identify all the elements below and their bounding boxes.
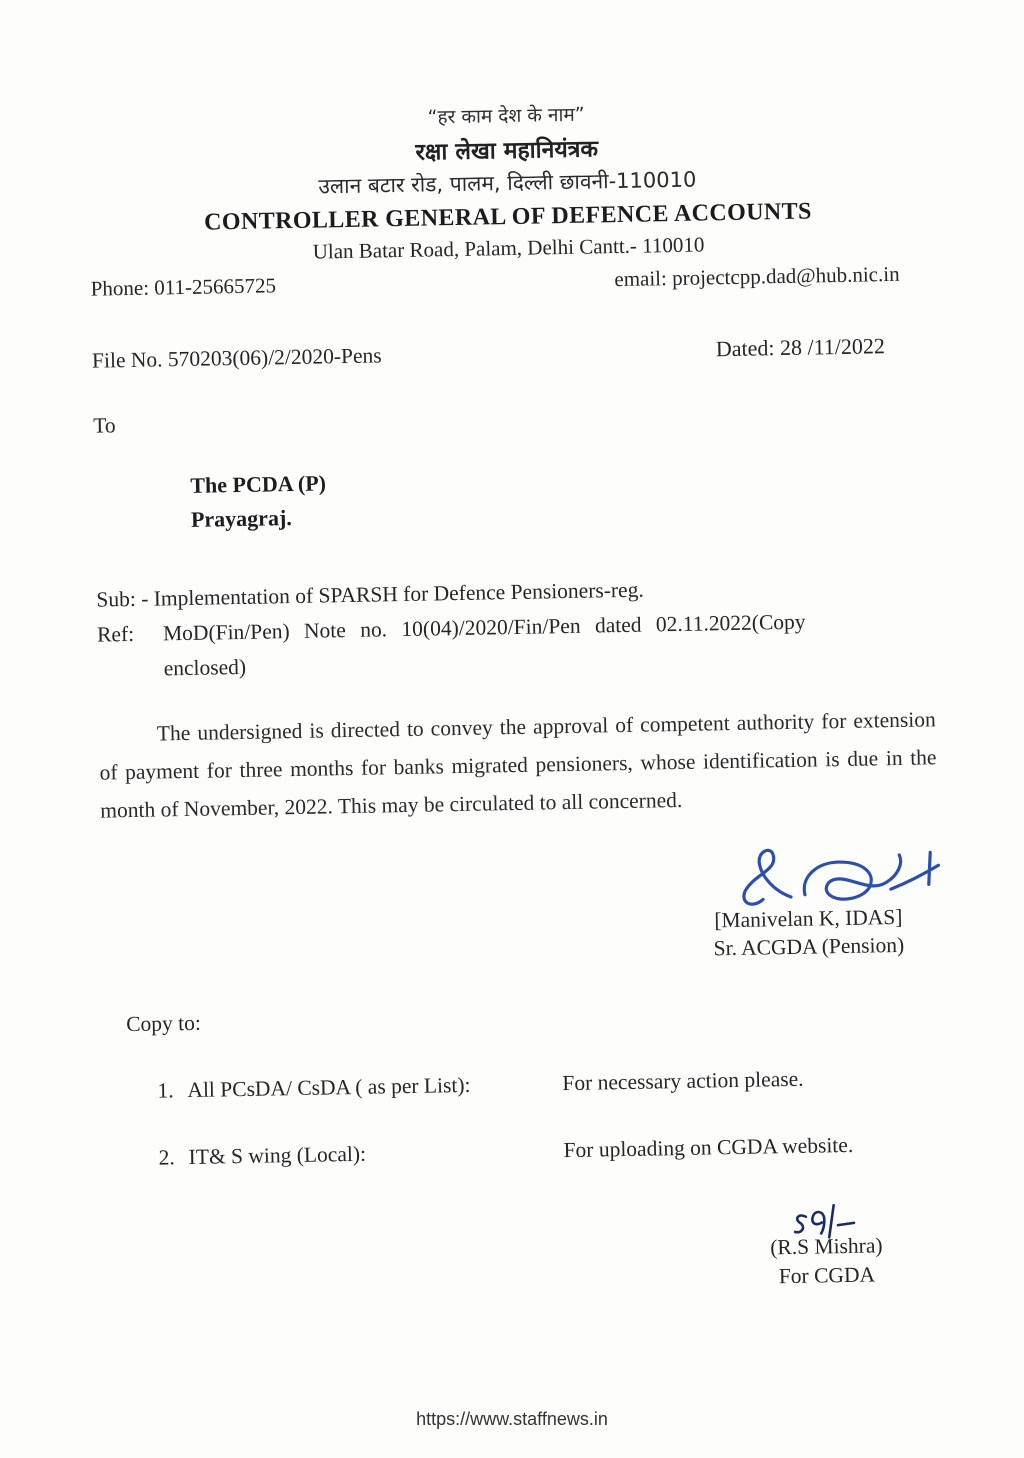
list-item [158,1132,943,1171]
org-name-hindi: रक्षा लेखा महानियंत्रक [415,136,599,166]
copy-to-heading: Copy to: [126,1011,202,1037]
ref-label: Ref: [96,621,135,647]
copy-to-list [157,1065,944,1171]
subject-block [96,567,935,687]
copy-item-text: IT& S wing (Local): [188,1142,367,1170]
copy-item-number: 2. [158,1145,176,1171]
org-address-english: Ulan Batar Road, Palam, Delhi Cantt.- 110010 [312,232,705,264]
recipient-place: Prayagraj. [190,505,292,532]
recipient-block [190,455,932,537]
signature-block [672,841,944,963]
copy-item-label [157,1072,562,1104]
recipient-name: The PCDA (P) [190,470,327,498]
letter-date: Dated: 28 /11/2022 [715,333,886,362]
phone-number: Phone: 011-25665725 [90,273,277,301]
sign-off-block [721,1199,933,1291]
signoff-name: (R.S Mishra) [770,1233,883,1260]
file-number: File No. 570203(06)/2/2020-Pens [91,343,382,373]
signoff-organization: For CGDA [778,1262,876,1289]
copy-item-action: For uploading on CGDA website. [563,1133,854,1163]
hindi-slogan: “हर काम देश के नाम” [427,103,585,129]
to-label: To [93,413,116,438]
ref-text: MoD(Fin/Pen) Note no. 10(04)/2020/Fin/Pen dated 02.11.2022(Copy [162,609,806,646]
signatory-designation: Sr. ACGDA (Pension) [713,933,905,961]
copy-item-text: All PCsDA/ CsDA ( as per List): [187,1073,471,1103]
file-meta-row [92,332,929,373]
ref-continuation: enclosed) [163,654,247,681]
contact-row [91,261,928,301]
watermark-url: https://www.staffnews.in [416,1409,608,1429]
copy-item-action: For necessary action please. [562,1067,804,1096]
list-item [157,1065,942,1104]
copy-item-number: 1. [157,1078,174,1104]
subject-line: Sub: - Implementation of SPARSH for Defence Pensioners-reg. [96,577,644,612]
letter-body-paragraph: The undersigned is directed to convey the approval of competent authority for extension of payment for three months for banks migrated pensioners, whose identification is due in the month of November, 2022. This may be circulated to all concerned. [99,706,937,823]
org-address-hindi: उलान बटार रोड, पालम, दिल्ली छावनी-110010 [318,167,697,199]
org-name-english: CONTROLLER GENERAL OF DEFENCE ACCOUNTS [203,198,813,236]
signatory-name: [Manivelan K, IDAS] [714,905,903,933]
email-address: email: projectcpp.dad@hub.nic.in [614,261,900,292]
letterhead [87,94,927,268]
copy-item-label [158,1139,563,1171]
